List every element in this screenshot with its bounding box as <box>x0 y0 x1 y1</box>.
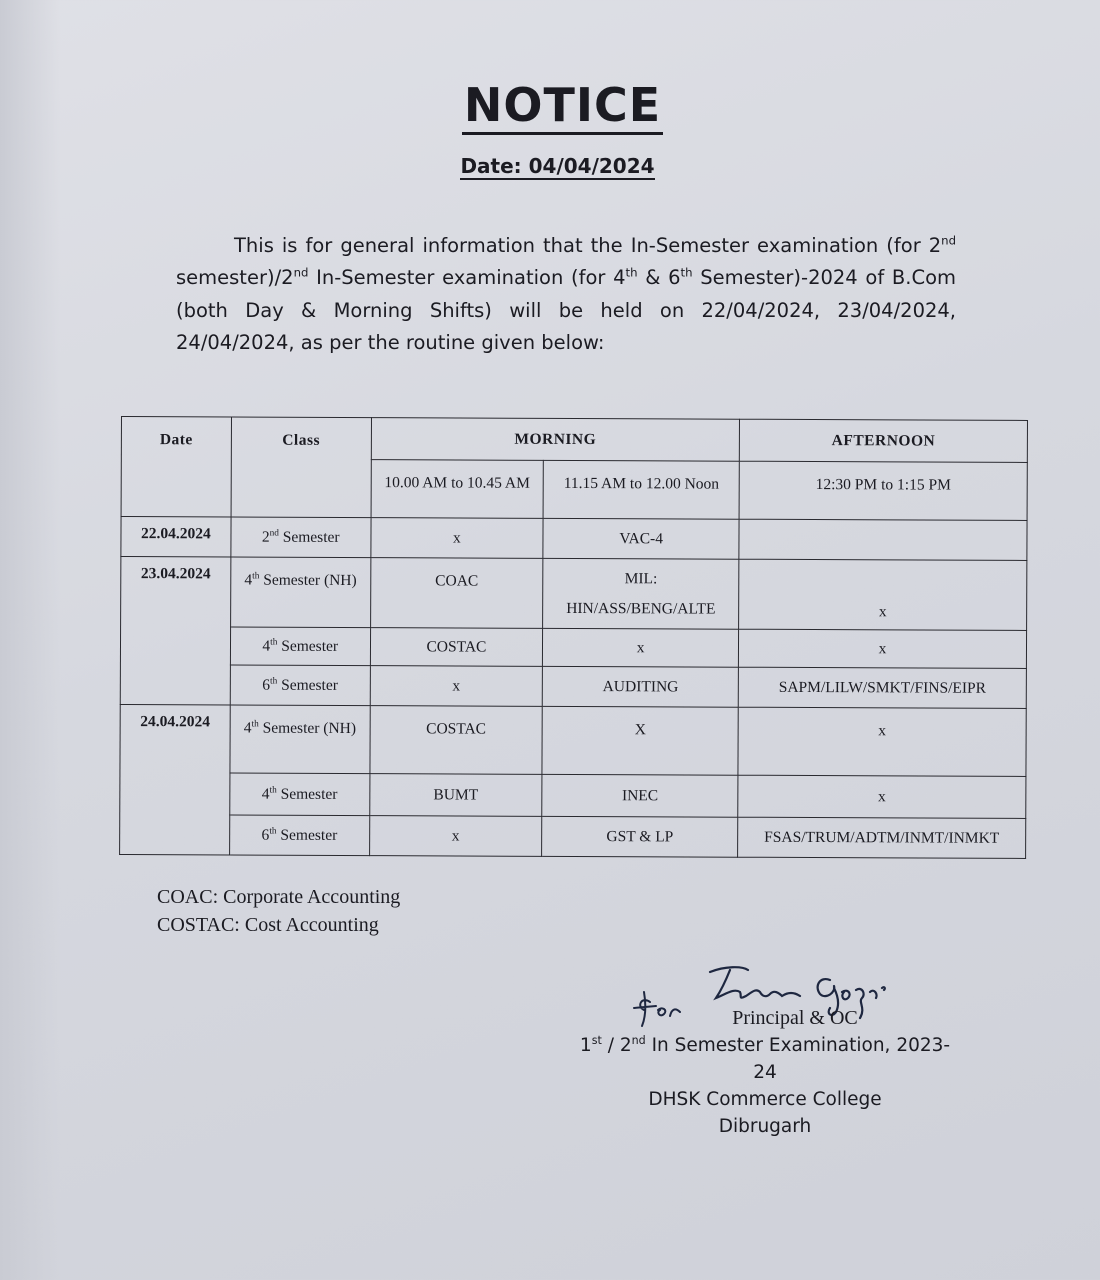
table-row <box>120 814 1026 858</box>
table-row <box>120 772 1026 818</box>
table-row <box>121 557 1027 631</box>
signoff-block <box>575 1005 955 1140</box>
class-cell: 6th Semester <box>229 815 369 856</box>
class-cell: 6th Semester <box>230 665 370 706</box>
slot-1-time: 10.00 AM to 10.45 AM <box>371 460 544 519</box>
abbreviation-legend <box>157 883 400 939</box>
paper-shadow <box>0 0 60 1280</box>
slot-3-cell: x <box>738 775 1026 818</box>
slot-2-cell: AUDITING <box>543 666 739 707</box>
slot-1-cell: x <box>370 666 543 707</box>
legend-item: COSTAC: Cost Accounting <box>157 914 379 936</box>
header-morning: MORNING <box>371 418 740 462</box>
slot-3-cell: x <box>738 707 1026 776</box>
slot-3-time: 12:30 PM to 1:15 PM <box>739 461 1027 520</box>
slot-1-cell: COSTAC <box>370 706 543 775</box>
signoff-exam: 1st / 2nd In Semester Examination, 2023-24 <box>579 1033 951 1083</box>
notice-title: NOTICE <box>0 78 1100 132</box>
slot-2-cell: VAC-4 <box>543 518 739 559</box>
notice-date: Date: 04/04/2024 <box>460 154 655 178</box>
date-cell: 24.04.2024 <box>120 704 231 854</box>
slot-3-cell: SAPM/LILW/SMKT/FINS/EIPR <box>738 667 1026 708</box>
header-date: Date <box>121 417 231 517</box>
class-cell: 4th Semester <box>230 627 370 666</box>
class-cell: 2nd Semester <box>231 517 371 558</box>
slot-2-cell: GST & LP <box>542 816 738 857</box>
slot-3-cell: FSAS/TRUM/ADTM/INMT/INMKT <box>738 817 1026 858</box>
class-cell: 4th Semester (NH) <box>230 705 370 774</box>
slot-2-cell: X <box>542 706 738 775</box>
signoff-college: DHSK Commerce College <box>648 1089 882 1110</box>
slot-2-time: 11.15 AM to 12.00 Noon <box>543 460 739 519</box>
exam-routine-table <box>119 416 1028 859</box>
mil-options: HIN/ASS/BENG/ALTE <box>566 599 716 618</box>
slot-2-cell: x <box>543 628 739 667</box>
slot-2-cell: INEC <box>542 774 738 817</box>
slot-3-cell <box>739 519 1027 560</box>
slot-1-cell: COSTAC <box>370 628 543 667</box>
slot-1-cell: x <box>369 816 542 857</box>
legend-item: COAC: Corporate Accounting <box>157 886 401 908</box>
class-cell: 4th Semester <box>230 773 370 816</box>
header-afternoon: AFTERNOON <box>739 419 1027 462</box>
mil-label: MIL: <box>624 569 658 587</box>
slot-1-cell: x <box>371 518 544 559</box>
slot-3-cell: x <box>739 559 1027 630</box>
header-class: Class <box>231 417 371 518</box>
signoff-city: Dibrugarh <box>718 1116 812 1137</box>
table-row <box>120 664 1026 708</box>
slot-2-cell <box>543 558 739 629</box>
slot-1-cell: BUMT <box>369 774 542 817</box>
date-cell: 22.04.2024 <box>121 517 231 557</box>
signoff-role: Principal & OC <box>732 1007 858 1029</box>
slot-3-cell: x <box>739 629 1027 668</box>
table-row <box>120 627 1026 669</box>
slot-1-cell: COAC <box>370 558 543 629</box>
class-cell: 4th Semester (NH) <box>230 557 370 628</box>
date-cell: 23.04.2024 <box>120 557 231 705</box>
intro-paragraph: This is for general information that the In-Semester examination (for 2nd semester)/2nd In-Semester examination (for 4th & 6th Semester)-2024 of B.Com (both Day & Morning Shifts) will be held on 22/04/2024, 23/04/2024, 24/04/2024, as per the routine given below: <box>176 233 956 354</box>
table-row <box>121 517 1027 561</box>
table-row <box>120 704 1026 776</box>
